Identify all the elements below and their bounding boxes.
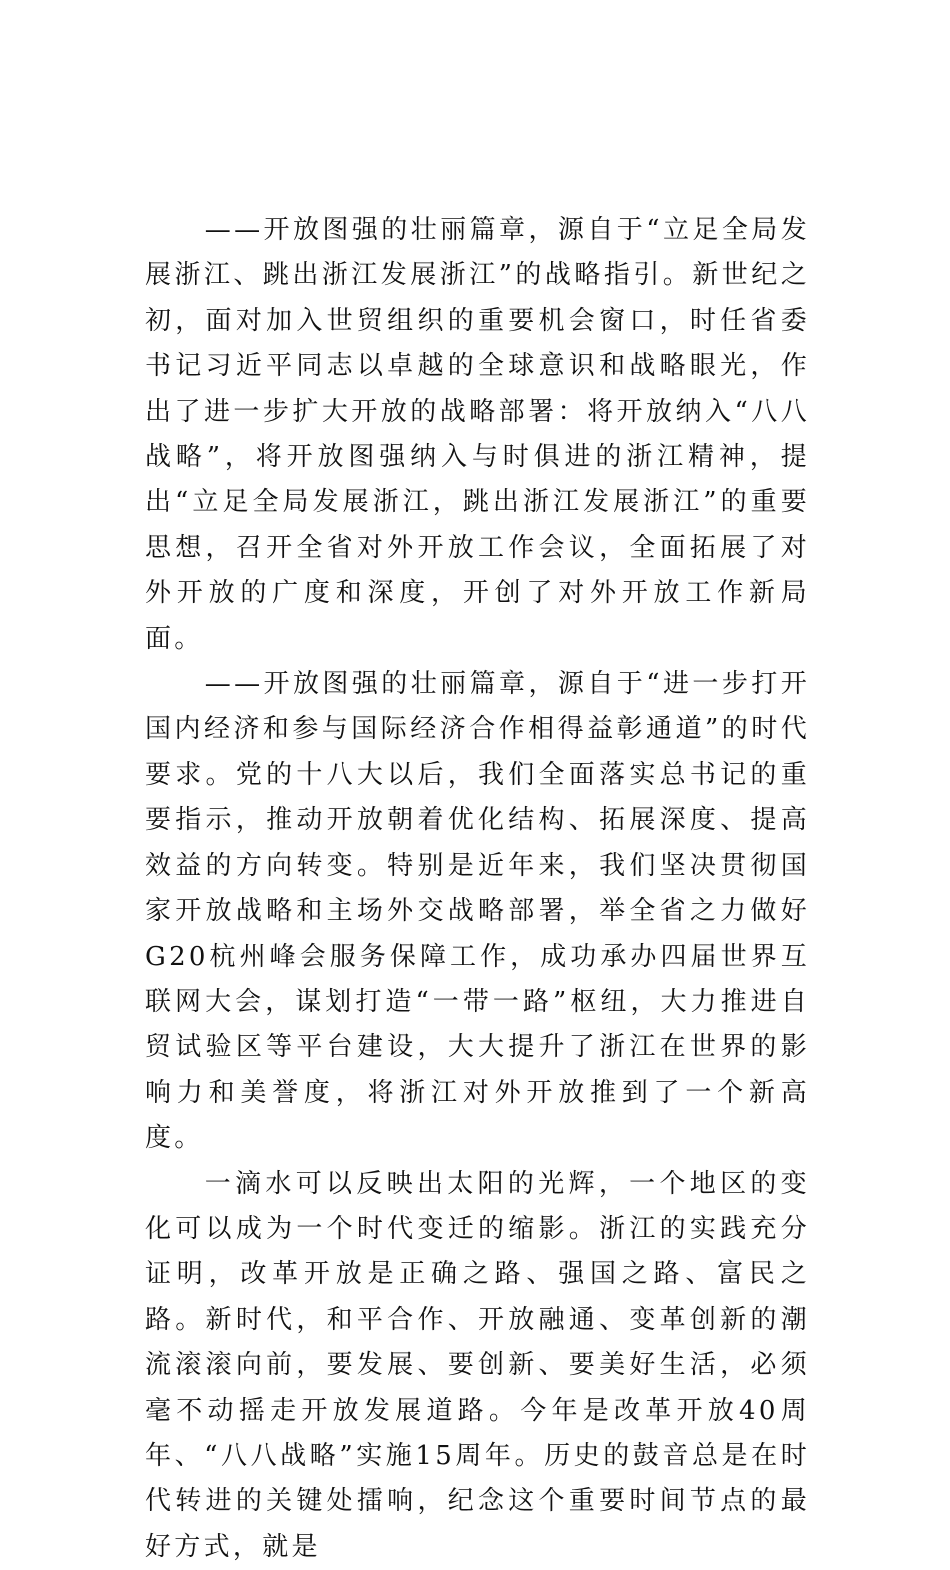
- paragraph-era-requirement: ——开放图强的壮丽篇章，源自于“进一步打开国内经济和参与国际经济合作相得益彰通道”的时代要求。党的十八大以后，我们全面落实总书记的重要指示，推动开放朝着优化结构、拓展深度、提高效益的方向转变。特别是近年来，我们坚决贯彻国家开放战略和主场外交战略部署，举全省之力做好G20杭州峰会服务保障工作，成功承办四届世界互联网大会，谋划打造“一带一路”枢纽，大力推进自贸试验区等平台建设，大大提升了浙江在世界的影响力和美誉度，将浙江对外开放推到了一个新高度。: [145, 669, 810, 1154]
- paragraph-reform-anniversary: 一滴水可以反映出太阳的光辉，一个地区的变化可以成为一个时代变迁的缩影。浙江的实践充分证明，改革开放是正确之路、强国之路、富民之路。新时代，和平合作、开放融通、变革创新的潮流滚滚向前，要发展、要创新、要美好生活，必须毫不动摇走开放发展道路。今年是改革开放40周年、“八八战略”实施15周年。历史的鼓音总是在时代转进的关键处擂响，纪念这个重要时间节点的最好方式，就是: [145, 1168, 810, 1562]
- paragraph-opening-strategy: ——开放图强的壮丽篇章，源自于“立足全局发展浙江、跳出浙江发展浙江”的战略指引。新世纪之初，面对加入世贸组织的重要机会窗口，时任省委书记习近平同志以卓越的全球意识和战略眼光，作出了进一步扩大开放的战略部署：将开放纳入“八八战略”，将开放图强纳入与时俱进的浙江精神，提出“立足全局发展浙江，跳出浙江发展浙江”的重要思想，召开全省对外开放工作会议，全面拓展了对外开放的广度和深度，开创了对外开放工作新局面。: [145, 215, 810, 654]
- document-body: [145, 208, 810, 1570]
